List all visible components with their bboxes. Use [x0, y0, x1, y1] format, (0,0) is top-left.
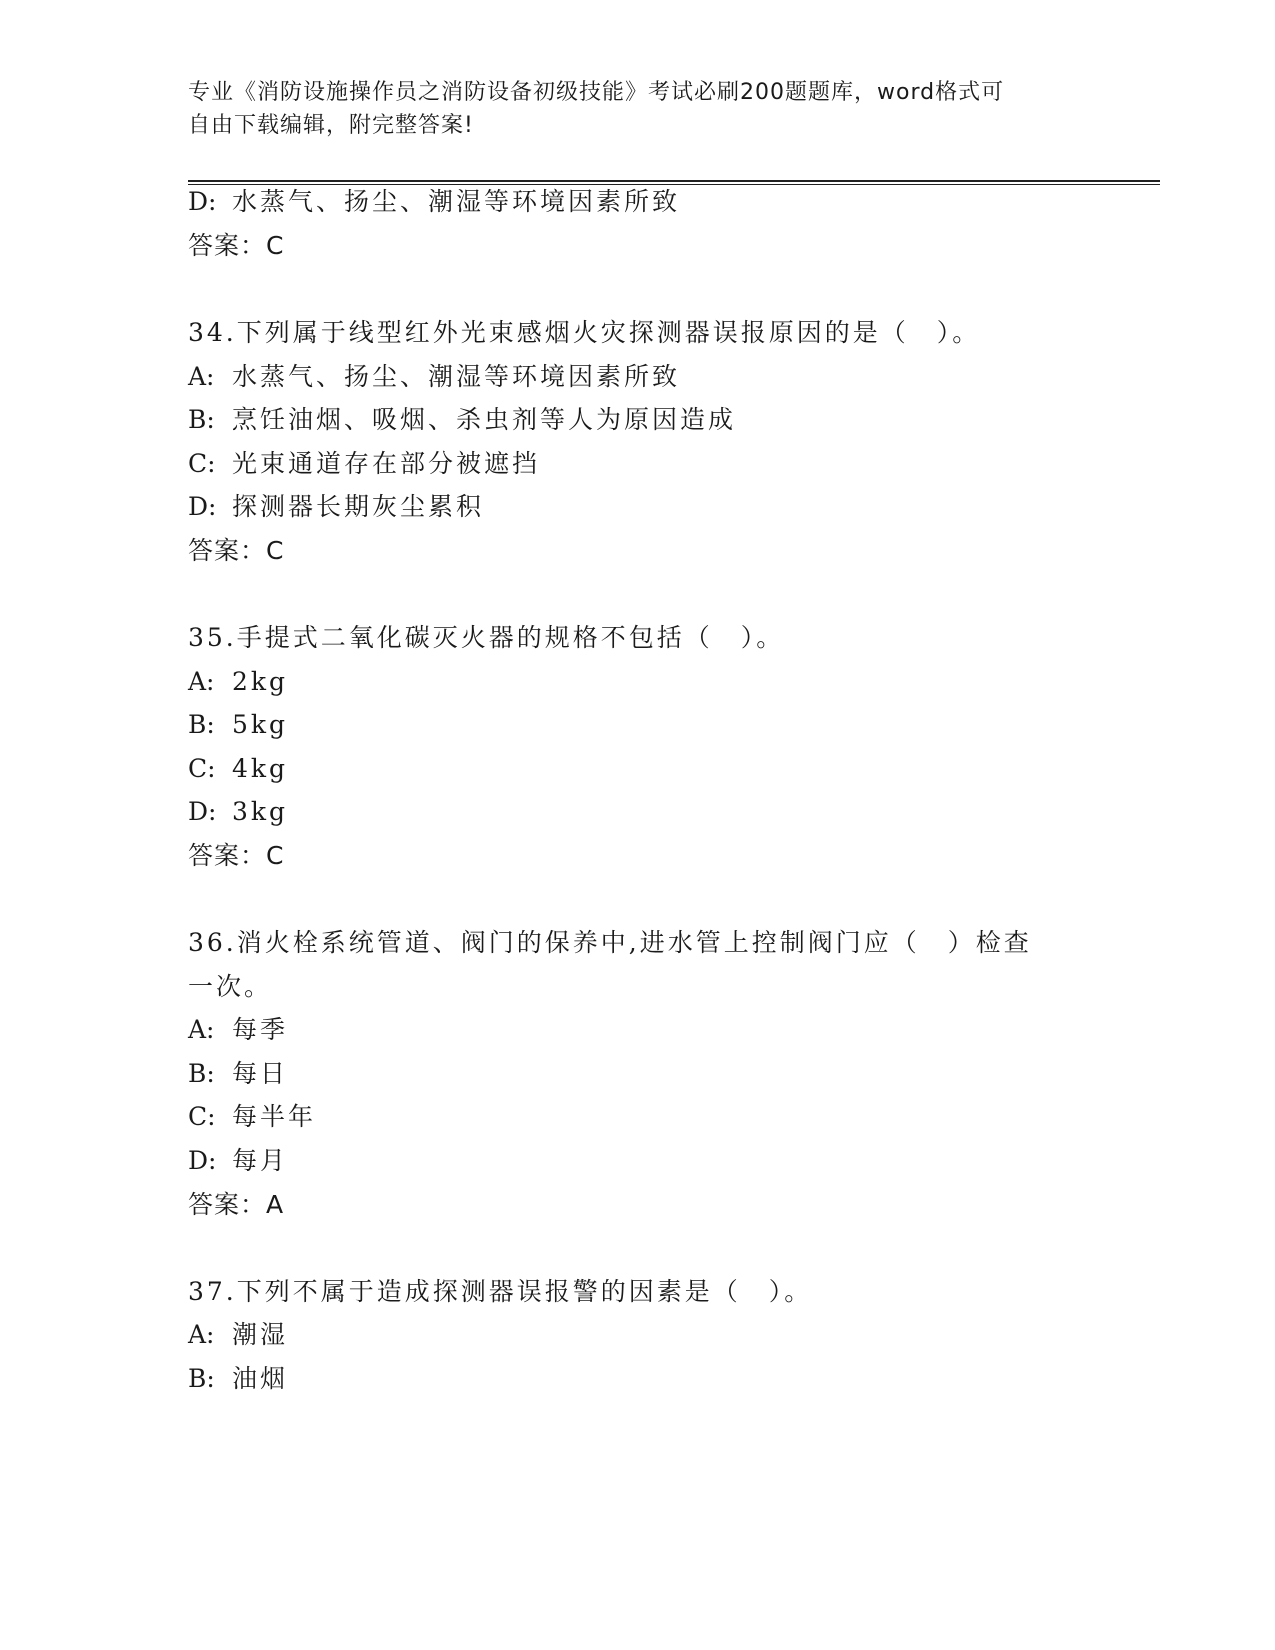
- q37-option-b: [188, 1364, 288, 1394]
- option-text: 潮湿: [232, 1320, 289, 1349]
- header-divider-thin: [188, 184, 1160, 185]
- option-letter: B:: [188, 1364, 215, 1393]
- option-letter: D:: [188, 187, 217, 216]
- q34-question: 34.下列属于线型红外光束感烟火灾探测器误报原因的是（ ）。: [188, 318, 981, 347]
- option-letter: C:: [188, 1102, 216, 1131]
- option-text: 光束通道存在部分被遮挡: [232, 449, 541, 478]
- q33-answer: 答案：C: [188, 231, 285, 260]
- q36-option-a: [188, 1015, 288, 1045]
- q37-question: 37.下列不属于造成探测器误报警的因素是（ ）。: [188, 1277, 813, 1306]
- option-letter: C:: [188, 449, 216, 478]
- option-letter: B:: [188, 710, 215, 739]
- q35-option-a: [188, 667, 288, 697]
- q35-question: 35.手提式二氧化碳灭火器的规格不包括（ ）。: [188, 623, 785, 652]
- option-text: 每月: [232, 1146, 289, 1175]
- option-text: 2kg: [232, 667, 289, 696]
- option-letter: D:: [188, 1146, 217, 1175]
- q36-question-line-2: 一次。: [188, 972, 273, 1001]
- option-text: 每日: [232, 1059, 289, 1088]
- header-line-2: 自由下载编辑，附完整答案!: [188, 113, 474, 138]
- q35-option-d: [188, 797, 288, 827]
- header-divider-thick: [188, 180, 1160, 182]
- option-text: 每季: [232, 1015, 289, 1044]
- q34-option-b: [188, 405, 736, 435]
- option-letter: A:: [188, 1015, 215, 1044]
- q34-option-d: [188, 492, 484, 522]
- q36-option-d: [188, 1146, 288, 1176]
- q36-question-line-1: 36.消火栓系统管道、阀门的保养中,进水管上控制阀门应（ ）检查: [188, 928, 1032, 957]
- option-text: 水蒸气、扬尘、潮湿等环境因素所致: [232, 187, 681, 216]
- option-text: 探测器长期灰尘累积: [232, 492, 485, 521]
- option-letter: C:: [188, 754, 216, 783]
- q33-option-d: [188, 187, 680, 217]
- q34-answer: 答案：C: [188, 536, 285, 565]
- document-header: [188, 76, 1068, 142]
- option-letter: B:: [188, 1059, 215, 1088]
- q34-option-a: [188, 362, 680, 392]
- option-letter: A:: [188, 1320, 215, 1349]
- option-letter: A:: [188, 362, 215, 391]
- q36-option-b: [188, 1059, 288, 1089]
- option-text: 水蒸气、扬尘、潮湿等环境因素所致: [232, 362, 681, 391]
- option-letter: A:: [188, 667, 215, 696]
- q37-option-a: [188, 1320, 288, 1350]
- q35-option-c: [188, 754, 288, 784]
- option-text: 每半年: [232, 1102, 317, 1131]
- option-text: 4kg: [232, 754, 289, 783]
- option-letter: B:: [188, 405, 215, 434]
- q35-answer: 答案：C: [188, 841, 285, 870]
- q34-option-c: [188, 449, 540, 479]
- option-text: 5kg: [232, 710, 289, 739]
- option-text: 3kg: [232, 797, 289, 826]
- q35-option-b: [188, 710, 288, 740]
- option-text: 烹饪油烟、吸烟、杀虫剂等人为原因造成: [232, 405, 737, 434]
- header-line-1: 专业《消防设施操作员之消防设备初级技能》考试必刷200题题库，word格式可: [188, 80, 1005, 105]
- q36-answer: 答案：A: [188, 1190, 285, 1219]
- option-letter: D:: [188, 492, 217, 521]
- option-text: 油烟: [232, 1364, 289, 1393]
- q36-option-c: [188, 1102, 316, 1132]
- option-letter: D:: [188, 797, 217, 826]
